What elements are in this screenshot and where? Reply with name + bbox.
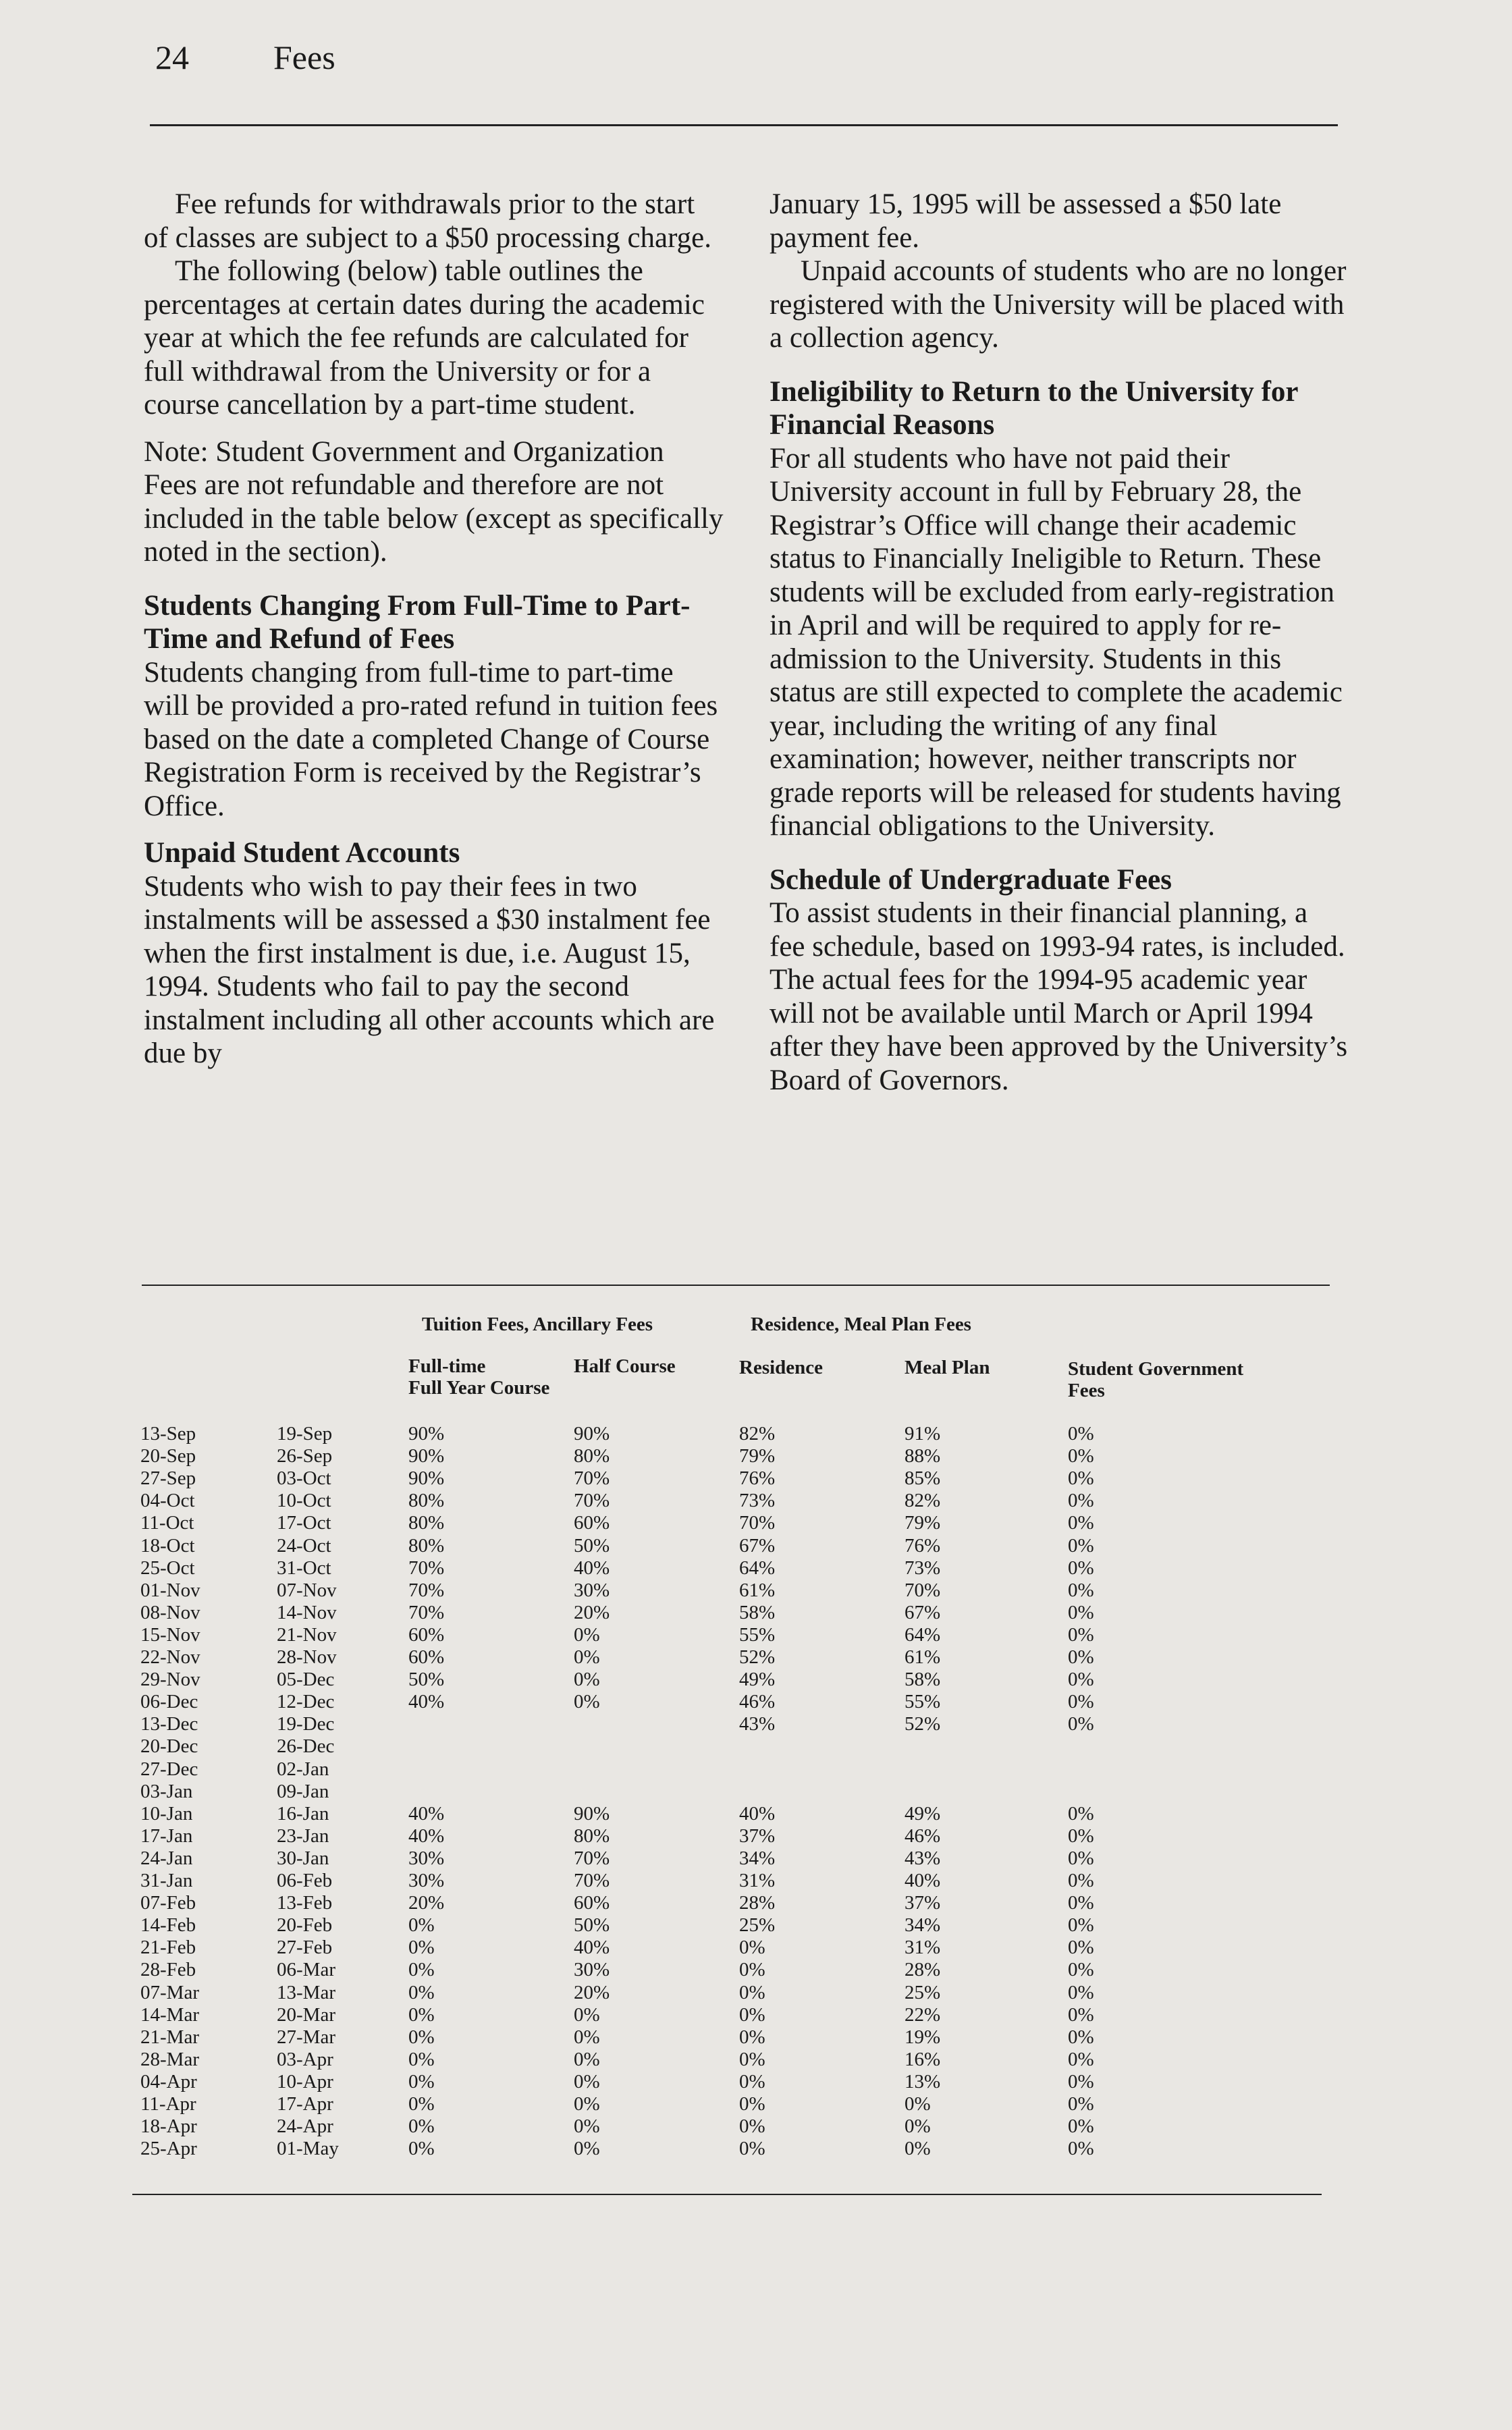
table-row [0, 1781, 1512, 1803]
cell-half-course: 80% [574, 1445, 610, 1467]
cell-meal-plan: 34% [905, 1914, 941, 1937]
cell-meal-plan: 70% [905, 1579, 941, 1601]
cell-end-date: 03-Oct [277, 1467, 331, 1490]
table-row [0, 1423, 1512, 1445]
table-row [0, 1758, 1512, 1781]
paragraph-ineligibility: For all students who have not paid their University account in full by February 28, the Registrar’s Office will change their academic status to Financially Ineligible to Return. These students will be excluded from early-registration in April and will be required to apply for re-admission to the University. Students in this status are still expected to complete the academic year, including the writing of any final examination; however, neither transcripts nor grade reports will be released for students having financial obligations to the University. [770, 442, 1343, 842]
cell-half-course: 30% [574, 1579, 610, 1601]
cell-end-date: 27-Mar [277, 2026, 335, 2048]
cell-student-government-fees: 0% [1068, 1601, 1094, 1623]
cell-half-course: 0% [574, 1669, 600, 1691]
cell-half-course: 0% [574, 1691, 600, 1713]
cell-end-date: 23-Jan [277, 1825, 329, 1847]
table-row [0, 1512, 1512, 1534]
cell-end-date: 10-Oct [277, 1490, 331, 1512]
cell-start-date: 18-Apr [140, 2115, 197, 2138]
cell-student-government-fees: 0% [1068, 1534, 1094, 1557]
cell-student-government-fees: 0% [1068, 1870, 1094, 1891]
paragraph-collection-agency: Unpaid accounts of students who are no longer registered with the University will be placed with a collection agency. [770, 255, 1347, 354]
cell-end-date: 30-Jan [277, 1847, 329, 1869]
cell-half-course: 50% [574, 1914, 610, 1937]
table-row [0, 2115, 1512, 2138]
cell-start-date: 01-Nov [140, 1579, 200, 1601]
cell-meal-plan: 0% [905, 2138, 931, 2160]
cell-meal-plan: 16% [905, 2048, 941, 2070]
header-group-residence: Residence, Meal Plan Fees [751, 1314, 971, 1335]
cell-start-date: 29-Nov [140, 1669, 200, 1691]
cell-residence: 73% [739, 1490, 776, 1512]
paragraph-unpaid-accounts: Students who wish to pay their fees in two instalments will be assessed a $30 instalment fee when the first instalment is due, i.e. August 15, 1994. Students who fail to pay the second instalment including all other accounts which are due by [144, 870, 715, 1069]
header-student-government: Student Government [1068, 1358, 1244, 1380]
table-row [0, 2093, 1512, 2115]
heading-fee-schedule: Schedule of Undergraduate Fees [770, 863, 1172, 896]
table-row [0, 2071, 1512, 2093]
cell-end-date: 17-Apr [277, 2093, 333, 2115]
heading-changing-status: Students Changing From Full-Time to Part-Time and Refund of Fees [144, 589, 691, 655]
cell-full-year-course: 0% [408, 2093, 435, 2115]
cell-residence: 0% [739, 2093, 765, 2115]
cell-half-course: 30% [574, 1959, 610, 1981]
cell-half-course: 0% [574, 2093, 600, 2115]
cell-half-course: 40% [574, 1937, 610, 1959]
cell-residence: 82% [739, 1423, 776, 1444]
cell-end-date: 24-Oct [277, 1534, 331, 1557]
table-row [0, 1937, 1512, 1959]
cell-end-date: 05-Dec [277, 1669, 335, 1691]
cell-start-date: 20-Sep [140, 1445, 196, 1467]
cell-half-course: 0% [574, 2138, 600, 2160]
cell-end-date: 10-Apr [277, 2070, 333, 2092]
header-full-year-course: Full Year Course [408, 1377, 550, 1399]
cell-half-course: 0% [574, 2003, 600, 2026]
cell-full-year-course: 60% [408, 1646, 445, 1668]
cell-start-date: 24-Jan [140, 1847, 193, 1869]
cell-end-date: 17-Oct [277, 1512, 331, 1534]
cell-meal-plan: 85% [905, 1467, 941, 1490]
cell-student-government-fees: 0% [1068, 1981, 1094, 2003]
cell-full-year-course: 40% [408, 1802, 445, 1825]
cell-meal-plan: 76% [905, 1534, 941, 1557]
table-row [0, 2004, 1512, 2026]
cell-start-date: 14-Feb [140, 1914, 196, 1937]
cell-residence: 31% [739, 1870, 776, 1891]
table-row [0, 1914, 1512, 1937]
cell-meal-plan: 0% [905, 2115, 931, 2138]
cell-full-year-course: 70% [408, 1557, 445, 1579]
cell-meal-plan: 67% [905, 1601, 941, 1623]
cell-end-date: 16-Jan [277, 1802, 329, 1825]
cell-full-year-course: 50% [408, 1669, 445, 1691]
cell-residence: 55% [739, 1623, 776, 1646]
cell-meal-plan: 31% [905, 1937, 941, 1959]
cell-residence: 64% [739, 1557, 776, 1579]
cell-student-government-fees: 0% [1068, 1713, 1094, 1735]
cell-residence: 46% [739, 1691, 776, 1713]
cell-residence: 40% [739, 1802, 776, 1825]
cell-end-date: 19-Sep [277, 1423, 333, 1444]
cell-start-date: 14-Mar [140, 2003, 199, 2026]
cell-half-course: 60% [574, 1892, 610, 1914]
cell-start-date: 25-Oct [140, 1557, 195, 1579]
cell-residence: 0% [739, 2138, 765, 2160]
cell-end-date: 09-Jan [277, 1780, 329, 1802]
paragraph-refund-processing: Fee refunds for withdrawals prior to the start of classes are subject to a $50 processing charge. [144, 188, 711, 254]
cell-residence: 49% [739, 1669, 776, 1691]
cell-start-date: 27-Dec [140, 1758, 198, 1780]
cell-end-date: 21-Nov [277, 1623, 337, 1646]
cell-student-government-fees: 0% [1068, 2048, 1094, 2070]
cell-meal-plan: 88% [905, 1445, 941, 1467]
cell-full-year-course: 80% [408, 1512, 445, 1534]
cell-half-course: 80% [574, 1825, 610, 1847]
cell-residence: 70% [739, 1512, 776, 1534]
paragraph-fee-schedule: To assist students in their financial planning, a fee schedule, based on 1993-94 rates, is included. The actual fees for the 1994-95 academic year will not be available until March or April 1994 after they have been approved by the University’s Board of Governors. [770, 897, 1348, 1096]
paragraph-changing-status: Students changing from full-time to part-time will be provided a pro-rated refund in tuition fees based on the date a completed Change of Course Registration Form is received by the Registrar’s Office. [144, 656, 718, 822]
header-half-course: Half Course [574, 1355, 676, 1377]
cell-full-year-course: 0% [408, 2115, 435, 2138]
cell-meal-plan: 19% [905, 2026, 941, 2048]
cell-start-date: 27-Sep [140, 1467, 196, 1490]
table-row [0, 1870, 1512, 1892]
paragraph-late-fee: January 15, 1995 will be assessed a $50 late payment fee. [770, 188, 1282, 254]
cell-start-date: 11-Apr [140, 2093, 196, 2115]
cell-half-course: 90% [574, 1423, 610, 1444]
cell-start-date: 11-Oct [140, 1512, 194, 1534]
cell-half-course: 20% [574, 1981, 610, 2003]
cell-residence: 0% [739, 1937, 765, 1959]
cell-end-date: 07-Nov [277, 1579, 337, 1601]
table-row [0, 1580, 1512, 1602]
table-row [0, 1646, 1512, 1669]
cell-meal-plan: 64% [905, 1623, 941, 1646]
cell-end-date: 27-Feb [277, 1937, 333, 1959]
cell-half-course: 90% [574, 1802, 610, 1825]
cell-student-government-fees: 0% [1068, 1512, 1094, 1534]
cell-residence: 79% [739, 1445, 776, 1467]
cell-full-year-course: 30% [408, 1870, 445, 1891]
header-group-tuition: Tuition Fees, Ancillary Fees [422, 1314, 653, 1335]
cell-start-date: 04-Oct [140, 1490, 195, 1512]
cell-full-year-course: 40% [408, 1825, 445, 1847]
cell-end-date: 06-Mar [277, 1959, 335, 1981]
cell-student-government-fees: 0% [1068, 1467, 1094, 1490]
cell-student-government-fees: 0% [1068, 1802, 1094, 1825]
table-row [0, 1847, 1512, 1870]
cell-full-year-course: 60% [408, 1623, 445, 1646]
cell-half-course: 70% [574, 1490, 610, 1512]
cell-meal-plan: 37% [905, 1892, 941, 1914]
cell-start-date: 22-Nov [140, 1646, 200, 1668]
cell-end-date: 26-Sep [277, 1445, 333, 1467]
table-row [0, 1713, 1512, 1735]
cell-full-year-course: 0% [408, 2026, 435, 2048]
cell-residence: 0% [739, 2026, 765, 2048]
cell-half-course: 70% [574, 1870, 610, 1891]
cell-meal-plan: 58% [905, 1669, 941, 1691]
cell-meal-plan: 55% [905, 1691, 941, 1713]
cell-start-date: 18-Oct [140, 1534, 195, 1557]
heading-ineligibility: Ineligibility to Return to the University for Financial Reasons [770, 375, 1298, 441]
cell-student-government-fees: 0% [1068, 1445, 1094, 1467]
cell-meal-plan: 61% [905, 1646, 941, 1668]
cell-student-government-fees: 0% [1068, 1579, 1094, 1601]
cell-half-course: 60% [574, 1512, 610, 1534]
cell-end-date: 01-May [277, 2138, 339, 2160]
cell-end-date: 02-Jan [277, 1758, 329, 1780]
cell-end-date: 19-Dec [277, 1713, 335, 1735]
cell-meal-plan: 43% [905, 1847, 941, 1869]
cell-residence: 34% [739, 1847, 776, 1869]
cell-start-date: 13-Dec [140, 1713, 198, 1735]
cell-start-date: 06-Dec [140, 1691, 198, 1713]
cell-student-government-fees: 0% [1068, 1490, 1094, 1512]
table-row [0, 1467, 1512, 1490]
cell-start-date: 20-Dec [140, 1735, 198, 1758]
cell-start-date: 03-Jan [140, 1780, 193, 1802]
table-row [0, 1959, 1512, 1981]
cell-half-course: 0% [574, 2048, 600, 2070]
cell-residence: 0% [739, 2070, 765, 2092]
cell-half-course: 50% [574, 1534, 610, 1557]
cell-start-date: 13-Sep [140, 1423, 196, 1444]
table-row [0, 2049, 1512, 2071]
cell-full-year-course: 70% [408, 1579, 445, 1601]
cell-half-course: 0% [574, 2070, 600, 2092]
cell-student-government-fees: 0% [1068, 2003, 1094, 2026]
cell-student-government-fees: 0% [1068, 1937, 1094, 1959]
cell-residence: 76% [739, 1467, 776, 1490]
cell-meal-plan: 82% [905, 1490, 941, 1512]
cell-student-government-fees: 0% [1068, 1623, 1094, 1646]
cell-full-year-course: 0% [408, 1959, 435, 1981]
cell-meal-plan: 73% [905, 1557, 941, 1579]
cell-start-date: 07-Feb [140, 1892, 196, 1914]
cell-end-date: 31-Oct [277, 1557, 331, 1579]
cell-start-date: 28-Feb [140, 1959, 196, 1981]
cell-full-year-course: 90% [408, 1467, 445, 1490]
cell-full-year-course: 90% [408, 1423, 445, 1444]
table-row [0, 1735, 1512, 1758]
cell-end-date: 13-Mar [277, 1981, 335, 2003]
cell-end-date: 06-Feb [277, 1870, 333, 1891]
cell-meal-plan: 0% [905, 2093, 931, 2115]
cell-residence: 0% [739, 1959, 765, 1981]
cell-student-government-fees: 0% [1068, 1557, 1094, 1579]
cell-full-year-course: 0% [408, 2070, 435, 2092]
cell-start-date: 15-Nov [140, 1623, 200, 1646]
table-top-rule [142, 1285, 1330, 1286]
cell-residence: 28% [739, 1892, 776, 1914]
cell-residence: 0% [739, 2048, 765, 2070]
cell-residence: 58% [739, 1601, 776, 1623]
cell-full-year-course: 70% [408, 1601, 445, 1623]
cell-residence: 61% [739, 1579, 776, 1601]
cell-student-government-fees: 0% [1068, 1825, 1094, 1847]
cell-end-date: 26-Dec [277, 1735, 335, 1758]
cell-start-date: 21-Feb [140, 1937, 196, 1959]
cell-half-course: 70% [574, 1847, 610, 1869]
header-student-government-fees: Fees [1068, 1380, 1105, 1401]
cell-start-date: 28-Mar [140, 2048, 199, 2070]
table-row [0, 1557, 1512, 1580]
cell-start-date: 10-Jan [140, 1802, 193, 1825]
cell-student-government-fees: 0% [1068, 2070, 1094, 2092]
paragraph-note: Note: Student Government and Organization Fees are not refundable and therefore are not included in the table below (except as specifically noted in the section). [144, 435, 724, 568]
cell-full-year-course: 40% [408, 1691, 445, 1713]
cell-full-year-course: 20% [408, 1892, 445, 1914]
heading-unpaid-accounts: Unpaid Student Accounts [144, 837, 460, 869]
header-meal-plan: Meal Plan [905, 1357, 990, 1378]
cell-meal-plan: 28% [905, 1959, 941, 1981]
cell-half-course: 20% [574, 1601, 610, 1623]
page-title: Fees [273, 38, 335, 76]
cell-meal-plan: 40% [905, 1870, 941, 1891]
table-row [0, 1892, 1512, 1914]
cell-full-year-course: 0% [408, 2048, 435, 2070]
cell-start-date: 31-Jan [140, 1870, 193, 1891]
cell-full-year-course: 0% [408, 2003, 435, 2026]
cell-meal-plan: 49% [905, 1802, 941, 1825]
cell-full-year-course: 90% [408, 1445, 445, 1467]
table-row [0, 1825, 1512, 1847]
cell-half-course: 0% [574, 1646, 600, 1668]
cell-start-date: 08-Nov [140, 1601, 200, 1623]
cell-residence: 25% [739, 1914, 776, 1937]
cell-meal-plan: 91% [905, 1423, 941, 1444]
table-row [0, 1624, 1512, 1646]
right-column [770, 188, 1350, 1097]
cell-full-year-course: 80% [408, 1490, 445, 1512]
cell-start-date: 25-Apr [140, 2138, 197, 2160]
cell-residence: 67% [739, 1534, 776, 1557]
cell-meal-plan: 22% [905, 2003, 941, 2026]
cell-start-date: 17-Jan [140, 1825, 193, 1847]
cell-residence: 0% [739, 2115, 765, 2138]
cell-student-government-fees: 0% [1068, 1914, 1094, 1937]
cell-end-date: 20-Mar [277, 2003, 335, 2026]
table-row [0, 1602, 1512, 1624]
page-number: 24 [155, 38, 189, 76]
cell-end-date: 20-Feb [277, 1914, 333, 1937]
cell-full-year-course: 30% [408, 1847, 445, 1869]
cell-end-date: 13-Feb [277, 1892, 333, 1914]
left-column [144, 188, 724, 1071]
table-row [0, 1982, 1512, 2004]
cell-meal-plan: 79% [905, 1512, 941, 1534]
table-row [0, 1669, 1512, 1691]
table-row [0, 1490, 1512, 1512]
cell-residence: 37% [739, 1825, 776, 1847]
cell-end-date: 14-Nov [277, 1601, 337, 1623]
cell-residence: 0% [739, 2003, 765, 2026]
cell-residence: 52% [739, 1646, 776, 1668]
cell-student-government-fees: 0% [1068, 1959, 1094, 1981]
table-row [0, 1445, 1512, 1467]
cell-start-date: 04-Apr [140, 2070, 197, 2092]
cell-student-government-fees: 0% [1068, 1423, 1094, 1444]
table-row [0, 2026, 1512, 2049]
cell-start-date: 07-Mar [140, 1981, 199, 2003]
header-full-time: Full-time [408, 1355, 486, 1377]
cell-start-date: 21-Mar [140, 2026, 199, 2048]
cell-student-government-fees: 0% [1068, 2093, 1094, 2115]
cell-meal-plan: 13% [905, 2070, 941, 2092]
cell-student-government-fees: 0% [1068, 2026, 1094, 2048]
table-row [0, 1691, 1512, 1713]
cell-half-course: 0% [574, 1623, 600, 1646]
cell-student-government-fees: 0% [1068, 1691, 1094, 1713]
cell-meal-plan: 46% [905, 1825, 941, 1847]
cell-student-government-fees: 0% [1068, 1892, 1094, 1914]
header-residence: Residence [739, 1357, 824, 1378]
cell-half-course: 0% [574, 2026, 600, 2048]
paragraph-table-intro: The following (below) table outlines the percentages at certain dates during the academic year at which the fee refunds are calculated for full withdrawal from the University or for a course cancellation by a part-time student. [144, 255, 705, 421]
cell-full-year-course: 0% [408, 1914, 435, 1937]
cell-student-government-fees: 0% [1068, 2138, 1094, 2160]
cell-full-year-course: 0% [408, 1937, 435, 1959]
cell-residence: 0% [739, 1981, 765, 2003]
header-rule [150, 124, 1338, 126]
cell-meal-plan: 52% [905, 1713, 941, 1735]
cell-end-date: 12-Dec [277, 1691, 335, 1713]
cell-full-year-course: 80% [408, 1534, 445, 1557]
cell-full-year-course: 0% [408, 1981, 435, 2003]
table-row [0, 1535, 1512, 1557]
cell-student-government-fees: 0% [1068, 2115, 1094, 2138]
table-bottom-rule [132, 2194, 1322, 2195]
table-row [0, 1803, 1512, 1825]
cell-meal-plan: 25% [905, 1981, 941, 2003]
cell-half-course: 70% [574, 1467, 610, 1490]
cell-student-government-fees: 0% [1068, 1669, 1094, 1691]
cell-full-year-course: 0% [408, 2138, 435, 2160]
table-row [0, 2138, 1512, 2160]
cell-half-course: 40% [574, 1557, 610, 1579]
cell-end-date: 28-Nov [277, 1646, 337, 1668]
cell-residence: 43% [739, 1713, 776, 1735]
cell-student-government-fees: 0% [1068, 1646, 1094, 1668]
cell-end-date: 24-Apr [277, 2115, 333, 2138]
cell-end-date: 03-Apr [277, 2048, 333, 2070]
cell-student-government-fees: 0% [1068, 1847, 1094, 1869]
cell-half-course: 0% [574, 2115, 600, 2138]
